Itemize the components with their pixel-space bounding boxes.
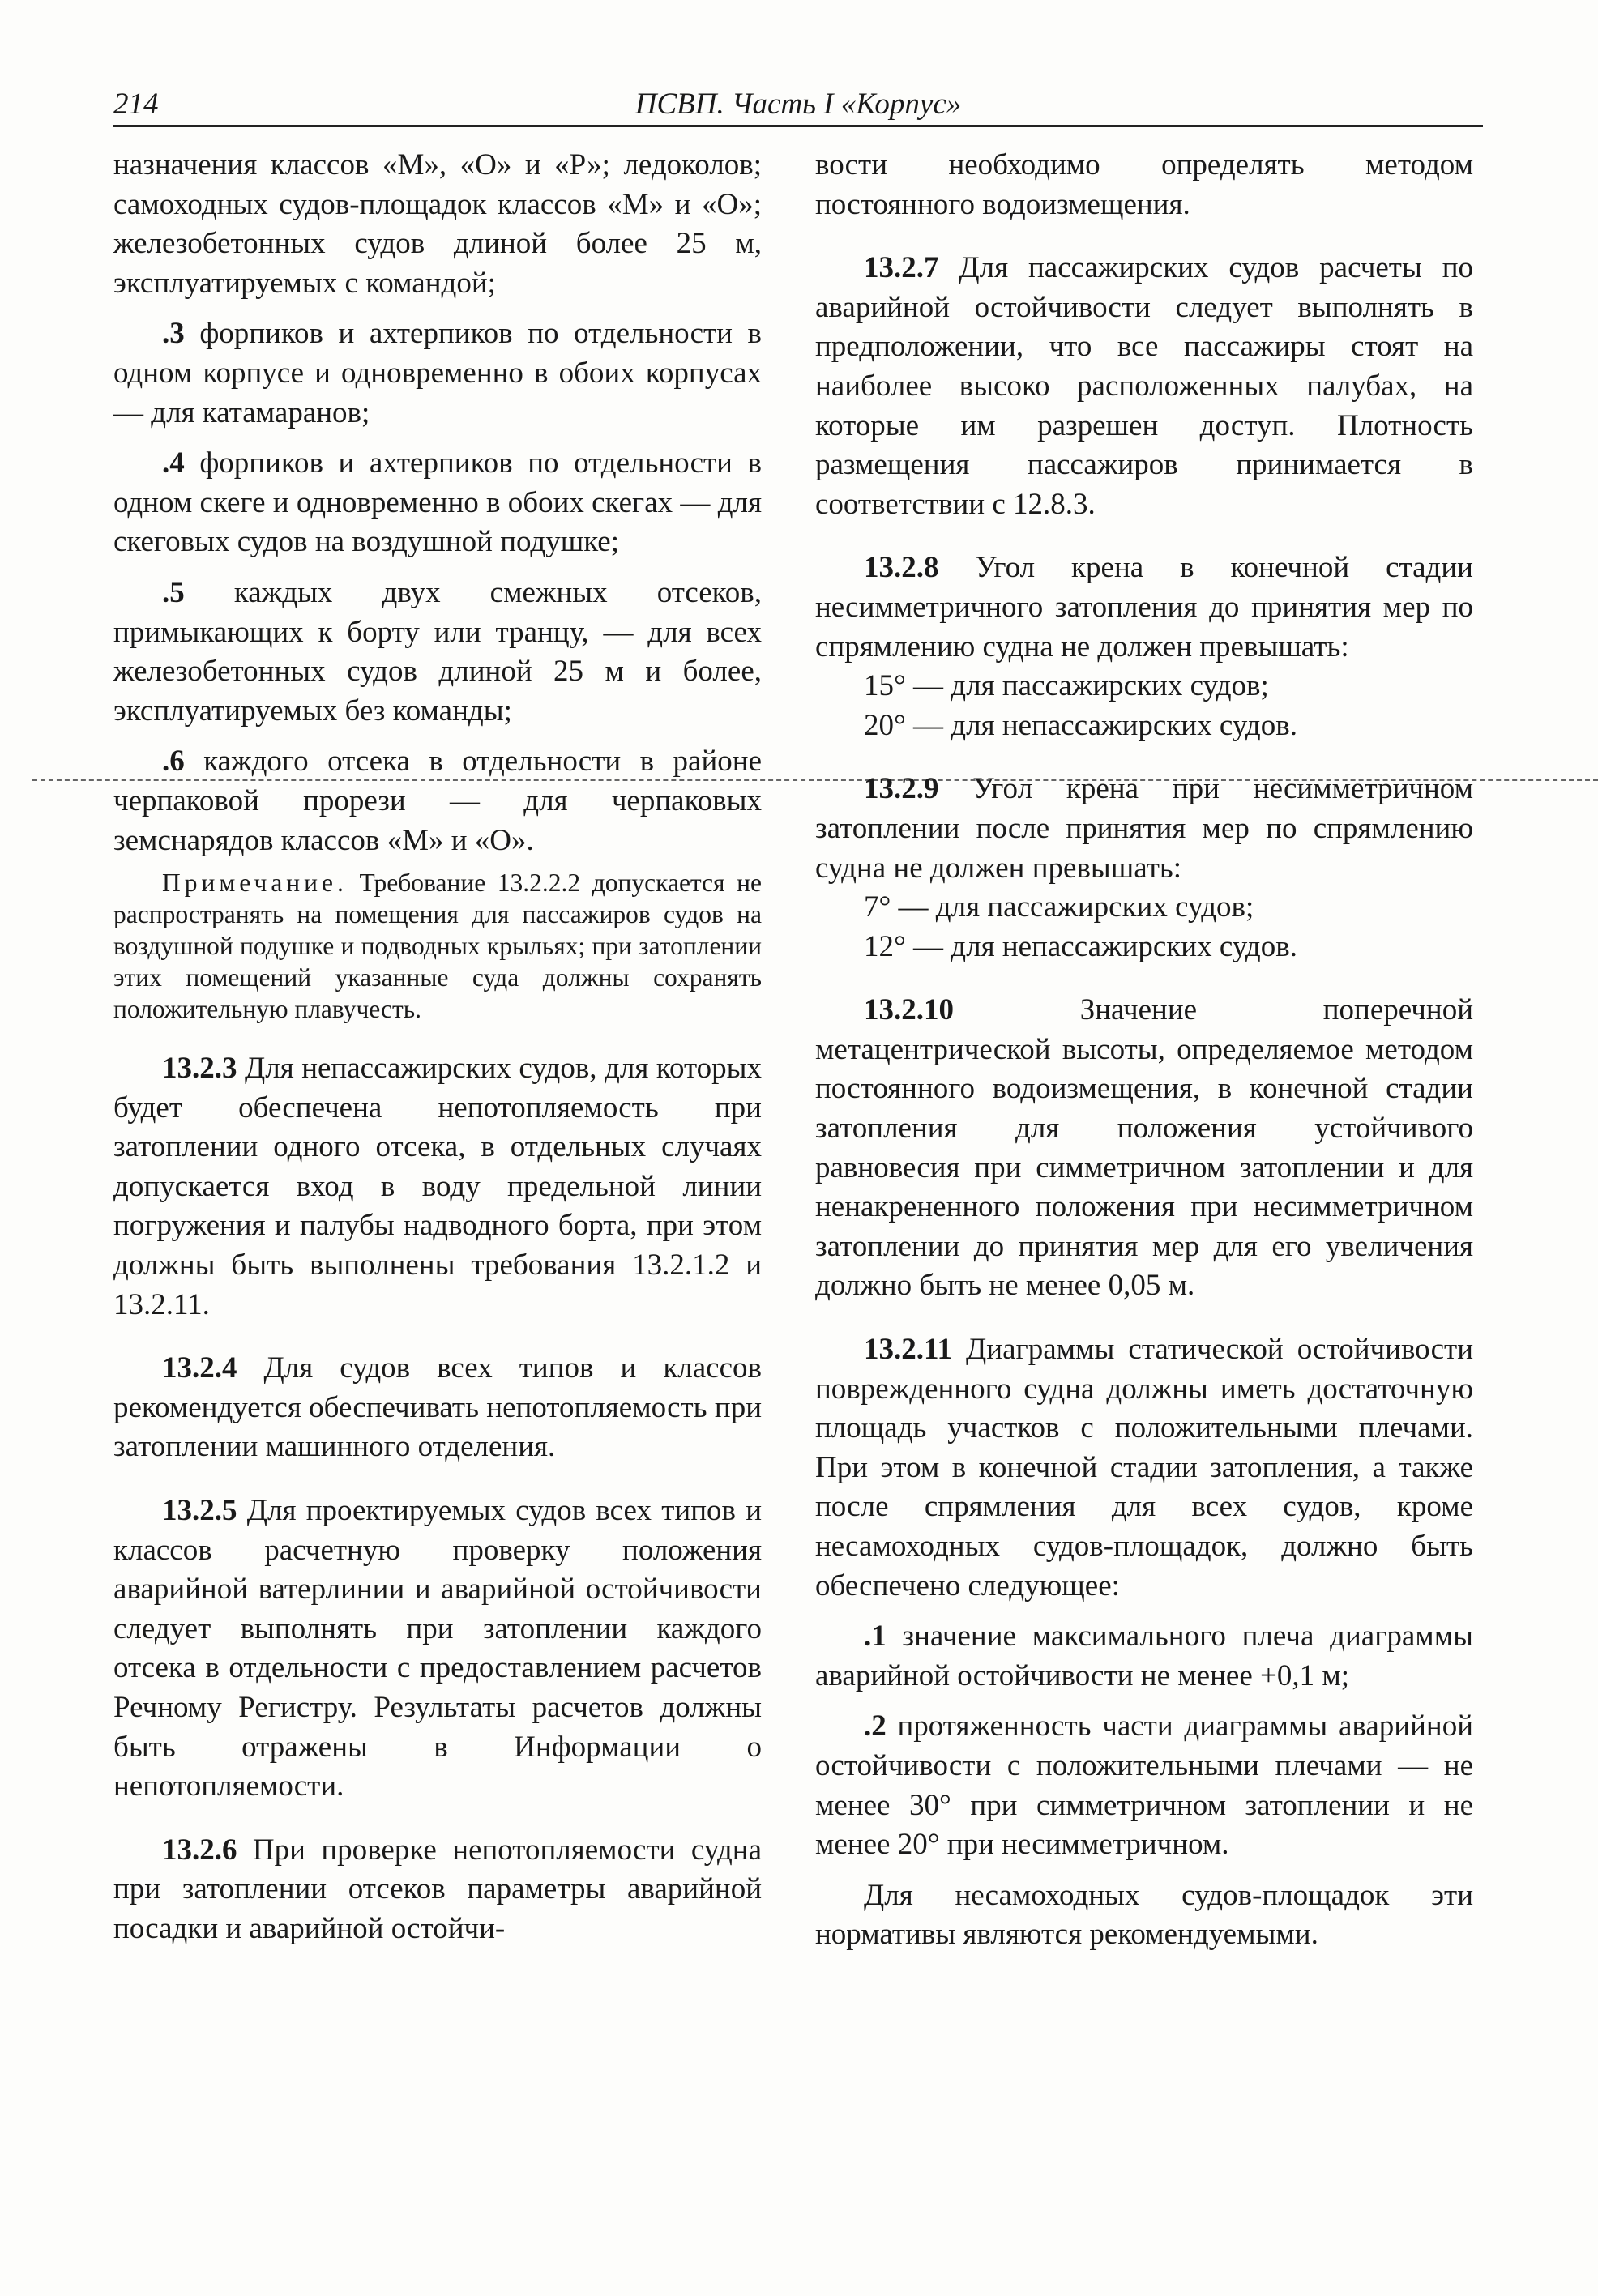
running-title: ПСВП. Часть I «Корпус» (634, 87, 962, 121)
section-13-2-5: 13.2.5 Для проектируемых судов всех типов и классов расчетную проверку положения аварийной ватерлинии и аварийной остойчивости следует выполнять при затоплении каждого отсека в отдельности с предоставлением расчетов Речному Регистру. Результаты расчетов должны быть отражены в Информации о непотопляемости. (113, 1494, 762, 1803)
note: Примечание. Требование 13.2.2.2 допускается не распространять на помещения для пассажиров судов на воздушной подушке и подводных крыльях; при затоплении этих помещений указанные суда должны сохранять положительную плавучесть. (113, 868, 762, 1024)
section-number: 13.2.5 (162, 1494, 237, 1528)
page-header (113, 84, 1483, 127)
item-number: .2 (864, 1709, 887, 1743)
list-item: .6 каждого отсека в отдельности в районе черпаковой прорези — для черпаковых земснарядов классов «М» и «О». (113, 745, 762, 857)
page-number: 214 (113, 87, 159, 121)
list-item: 7° — для пассажирских судов; (864, 890, 1254, 924)
section-number: 13.2.6 (162, 1833, 237, 1867)
list-item: .1 значение максимального плеча диаграммы аварийной остойчивости не менее +0,1 м; (815, 1620, 1473, 1692)
section-13-2-10: 13.2.10 Значение поперечной метацентрической высоты, определяемое методом постоянного водоизмещения, в конечной стадии затопления для положения устойчивого равновесия при симметричном затоплении и для ненакрененного положения при несимметричном затоплении до принятия мер для его увеличения должно быть не менее 0,05 м. (815, 993, 1473, 1303)
item-number: .3 (162, 317, 185, 351)
paragraph: назначения классов «М», «О» и «Р»; ледоколов; самоходных судов-площадок классов «М» и «О»; железобетонных судов длиной более 25 м, эксплуатируемых с командой; (113, 148, 762, 300)
item-number: .1 (864, 1620, 887, 1654)
list-item: 15° — для пассажирских судов; (864, 669, 1269, 703)
section-number: 13.2.4 (162, 1351, 237, 1385)
item-number: .4 (162, 446, 185, 480)
section-number: 13.2.9 (864, 772, 939, 806)
note-label: Примечание. (162, 868, 348, 898)
list-item: .5 каждых двух смежных отсеков, примыкающих к борту или транцу, — для всех железобетонных судов длиной 25 м и более, эксплуатируемых без команды; (113, 575, 762, 728)
section-13-2-4: 13.2.4 Для судов всех типов и классов рекомендуется обеспечивать непотопляемость при затоплении машинного отделения. (113, 1351, 762, 1464)
item-number: .6 (162, 745, 185, 779)
paragraph: вости необходимо определять методом постоянного водоизмещения. (815, 148, 1473, 221)
left-column (113, 146, 762, 1949)
section-number: 13.2.11 (864, 1333, 952, 1367)
list-item: .2 протяженность части диаграммы аварийной остойчивости с положительными плечами — не менее 30° при симметричном затоплении и не менее 20° при несимметричном. (815, 1709, 1473, 1862)
section-number: 13.2.10 (864, 993, 954, 1027)
section-number: 13.2.8 (864, 551, 939, 585)
section-13-2-8: 13.2.8 Угол крена в конечной стадии несимметричного затопления до принятия мер по спрямлению судна не должен превышать: (815, 551, 1473, 664)
section-13-2-6: 13.2.6 При проверке непотопляемости судна при затоплении отсеков параметры аварийной посадки и аварийной остойчи- (113, 1833, 762, 1945)
section-13-2-7: 13.2.7 Для пассажирских судов расчеты по аварийной остойчивости следует выполнять в предположении, что все пассажиры стоят на наиболее высоко расположенных палубах, на которые им разрешен доступ. Плотность размещения пассажиров принимается в соответствии с 12.8.3. (815, 251, 1473, 521)
item-number: .5 (162, 575, 185, 609)
list-item: .4 форпиков и ахтерпиков по отдельности в одном скеге и одновременно в обоих скегах — для скеговых судов на воздушной подушке; (113, 446, 762, 559)
section-13-2-11: 13.2.11 Диаграммы статической остойчивости поврежденного судна должны иметь достаточную площадь участков с положительными плечами. При этом в конечной стадии затопления, а также после спрямления для всех судов, кроме несамоходных судов-площадок, должно быть обеспечено следующее: (815, 1333, 1473, 1603)
section-13-2-9: 13.2.9 Угол крена при несимметричном затоплении после принятия мер по спрямлению судна не должен превышать: (815, 772, 1473, 885)
list-item: 12° — для непассажирских судов. (864, 929, 1297, 963)
paragraph: Для несамоходных судов-площадок эти нормативы являются рекомендуемыми. (815, 1878, 1473, 1952)
section-13-2-3: 13.2.3 Для непассажирских судов, для которых будет обеспечена непотопляемость при затоплении одного отсека, в отдельных случаях допускается вход в воду предельной линии погружения и палубы надводного борта, при этом должны быть выполнены требования 13.2.1.2 и 13.2.11. (113, 1052, 762, 1321)
list-item: .3 форпиков и ахтерпиков по отдельности в одном корпусе и одновременно в обоих корпусах — для катамаранов; (113, 317, 762, 429)
section-number: 13.2.3 (162, 1052, 237, 1086)
list-item: 20° — для непассажирских судов. (864, 708, 1297, 742)
right-column (815, 146, 1473, 1955)
section-number: 13.2.7 (864, 251, 939, 285)
